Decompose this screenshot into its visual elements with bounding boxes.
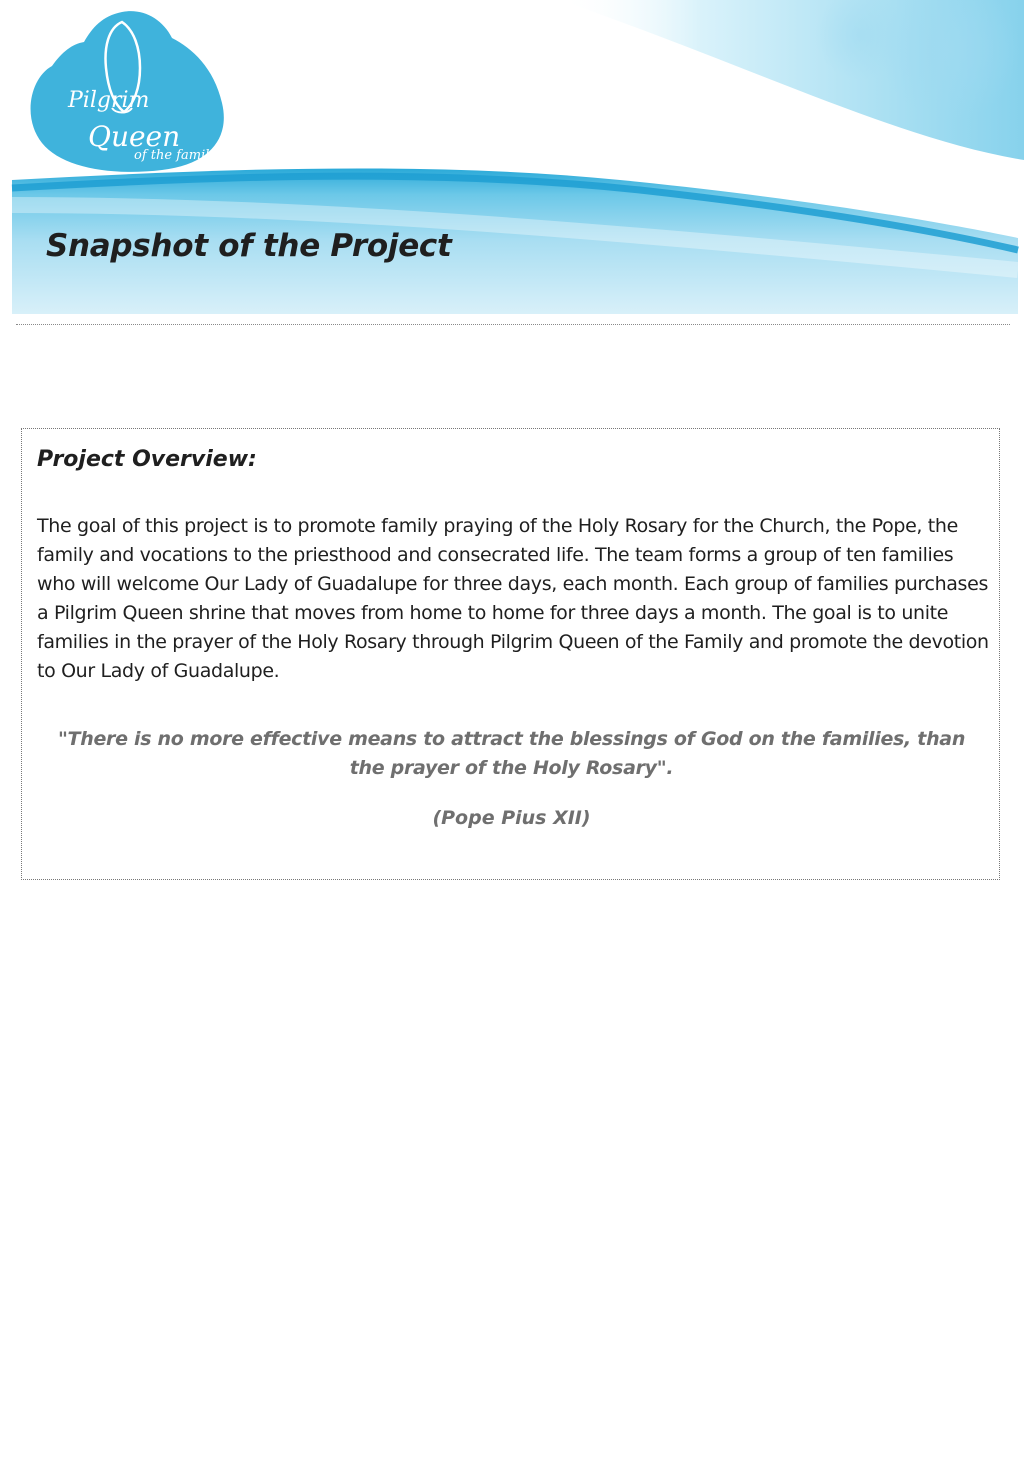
divider [16, 324, 1010, 325]
page-title: Snapshot of the Project [46, 228, 452, 264]
overview-heading: Project Overview: [37, 447, 257, 472]
overview-body-text: The goal of this project is to promote family praying of the Holy Rosary for the Church, the Pope, the family and vocations to the priesthood and consecrated life. The team forms a group of ten families who will welcome Our Lady of Guadalupe for three days, each month. Each group of families purchases a Pilgrim Queen shrine that moves from home to home for three days a month. The goal is to unite families in the prayer of the Holy Rosary through Pilgrim Queen of the Family and promote the devotion to Our Lady of Guadalupe. [37, 515, 989, 682]
quote-attribution: (Pope Pius XII) [432, 807, 591, 829]
logo-text-of-the-family: of the family [134, 148, 217, 163]
logo-text-queen: Queen [88, 120, 181, 153]
project-overview-box [21, 428, 1000, 880]
logo-text-pilgrim: Pilgrim [68, 88, 150, 113]
logo [22, 8, 232, 180]
quote-text: "There is no more effective means to attract the blessings of God on the families, than the prayer of the Holy Rosary". [57, 728, 966, 779]
